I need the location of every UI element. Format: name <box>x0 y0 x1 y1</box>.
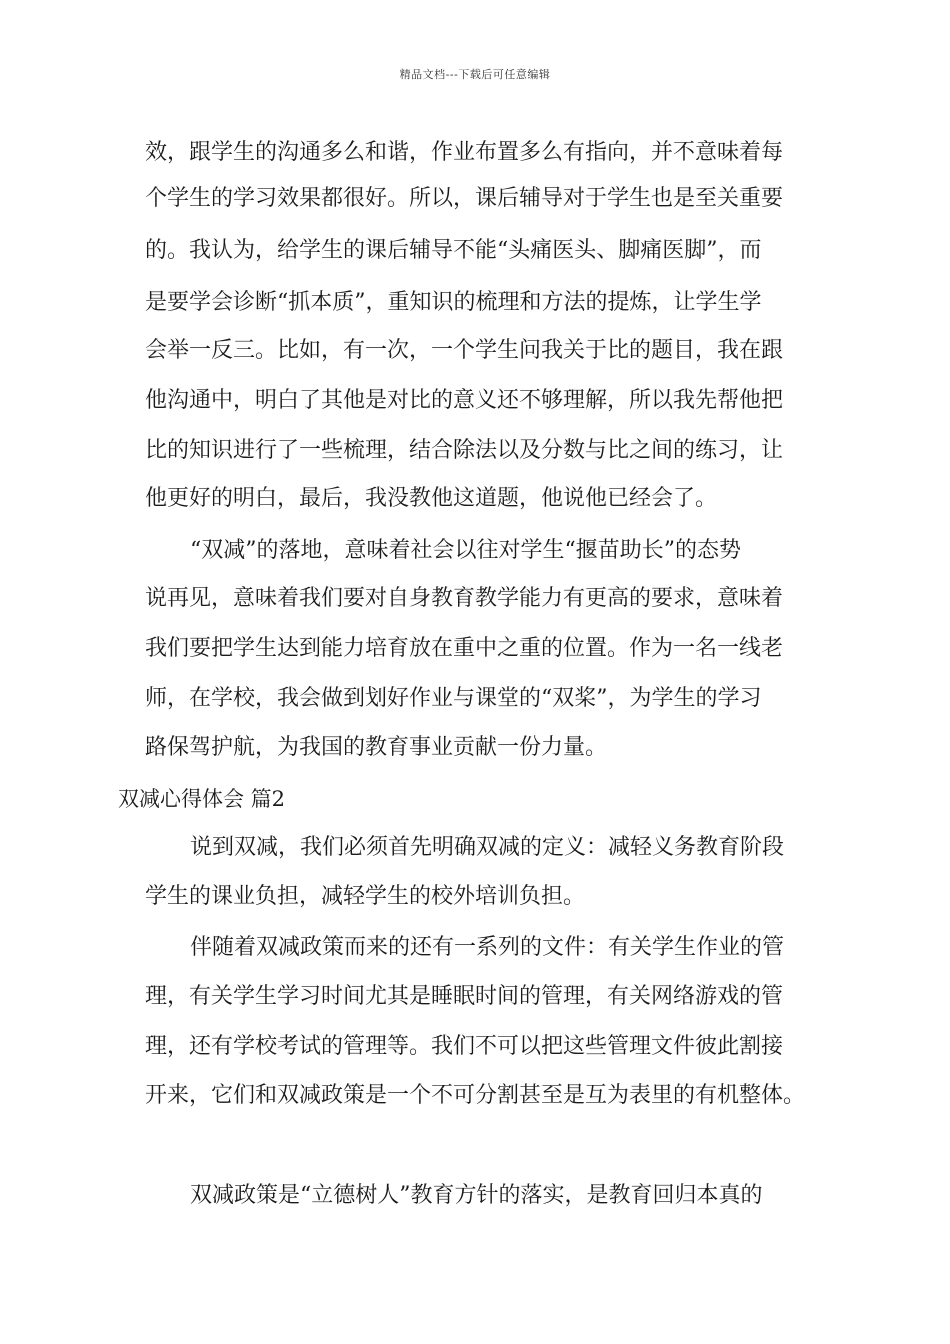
paragraph-line: 的。我认为，给学生的课后辅导不能“头痛医头、脚痛医脚”，而 <box>145 238 762 263</box>
paragraph-line: 他更好的明白，最后，我没教他这道题，他说他已经会了。 <box>145 486 718 511</box>
paragraph-line: 效，跟学生的沟通多么和谐，作业布置多么有指向，并不意味着每 <box>145 140 784 165</box>
paragraph-line: “双减”的落地，意味着社会以往对学生“揠苗助长”的态势 <box>190 538 741 563</box>
paragraph-line: 双减政策是“立德树人”教育方针的落实，是教育回归本真的 <box>190 1183 763 1208</box>
paragraph-line: 师，在学校，我会做到划好作业与课堂的“双桨”，为学生的学习 <box>145 686 762 711</box>
paragraph-line: 学生的课业负担，减轻学生的校外培训负担。 <box>145 884 586 909</box>
paragraph-line: 他沟通中，明白了其他是对比的意义还不够理解，所以我先帮他把 <box>145 388 784 413</box>
paragraph-line: 说到双减，我们必须首先明确双减的定义：减轻义务教育阶段 <box>190 835 785 860</box>
paragraph-line: 理，还有学校考试的管理等。我们不可以把这些管理文件彼此割接 <box>145 1034 784 1059</box>
paragraph-line: 比的知识进行了一些梳理，结合除法以及分数与比之间的练习，让 <box>145 438 784 463</box>
page-header: 精品文档---下载后可任意编辑 <box>399 68 551 81</box>
paragraph-line: 理，有关学生学习时间尤其是睡眠时间的管理，有关网络游戏的管 <box>145 984 784 1009</box>
paragraph-line: 是要学会诊断“抓本质”，重知识的梳理和方法的提炼，让学生学 <box>145 290 762 315</box>
section-heading: 双减心得体会 篇2 <box>118 787 286 811</box>
paragraph-line: 个学生的学习效果都很好。所以，课后辅导对于学生也是至关重要 <box>145 186 784 211</box>
paragraph-line: 开来，它们和双减政策是一个不可分割甚至是互为表里的有机整体。 <box>145 1083 806 1108</box>
paragraph-line: 说再见，意味着我们要对自身教育教学能力有更高的要求，意味着 <box>145 586 784 611</box>
paragraph-line: 会举一反三。比如，有一次，一个学生问我关于比的题目，我在跟 <box>145 338 784 363</box>
paragraph-line: 我们要把学生达到能力培育放在重中之重的位置。作为一名一线老 <box>145 636 784 661</box>
paragraph-line: 伴随着双减政策而来的还有一系列的文件：有关学生作业的管 <box>190 935 785 960</box>
paragraph-line: 路保驾护航，为我国的教育事业贡献一份力量。 <box>145 735 608 760</box>
